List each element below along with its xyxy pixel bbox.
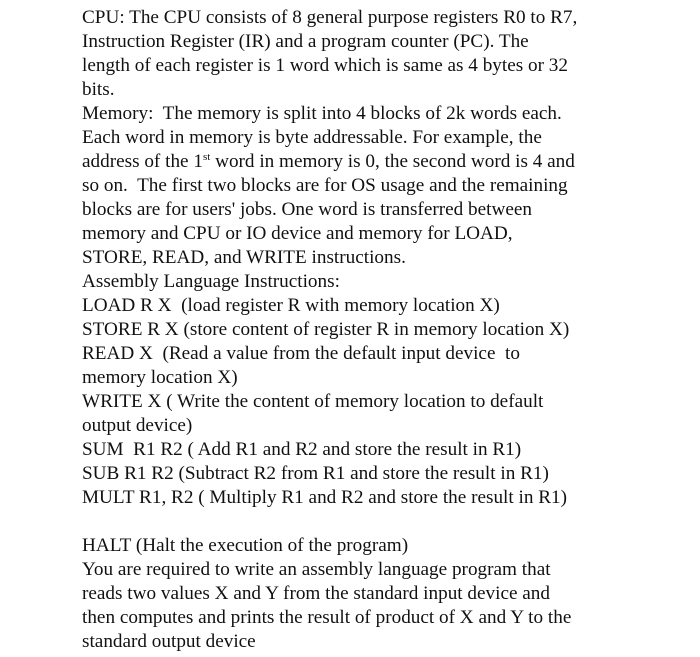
- text-line: CPU: The CPU consists of 8 general purpose registers R0 to R7,: [82, 7, 578, 28]
- ordinal-superscript: st: [202, 151, 211, 163]
- text-fragment: address of the 1: [82, 151, 203, 172]
- instruction-sum: SUM R1 R2 ( Add R1 and R2 and store the result in R1): [82, 439, 522, 460]
- memory-paragraph: [82, 102, 692, 270]
- text-line: STORE, READ, and WRITE instructions.: [82, 247, 406, 268]
- text-line: bits.: [82, 79, 115, 100]
- instruction-halt: HALT (Halt the execution of the program): [82, 535, 409, 556]
- task-paragraph: [82, 558, 692, 654]
- text-line: Each word in memory is byte addressable. For example, the: [82, 127, 542, 148]
- instructions-section: [82, 270, 692, 558]
- instruction-read: READ X (Read a value from the default input device to: [82, 343, 520, 364]
- text-line: so on. The first two blocks are for OS usage and the remaining: [82, 175, 568, 196]
- text-line: then computes and prints the result of product of X and Y to the: [82, 607, 572, 628]
- text-line: Memory: The memory is split into 4 blocks of 2k words each.: [82, 103, 562, 124]
- instruction-mult: MULT R1, R2 ( Multiply R1 and R2 and store the result in R1): [82, 487, 568, 508]
- text-line: Instruction Register (IR) and a program counter (PC). The: [82, 31, 529, 52]
- text-line: standard output device: [82, 631, 256, 652]
- instruction-load: LOAD R X (load register R with memory location X): [82, 295, 500, 316]
- text-line: length of each register is 1 word which is same as 4 bytes or 32: [82, 55, 568, 76]
- text-line: [82, 150, 692, 174]
- instruction-store: STORE R X (store content of register R in memory location X): [82, 319, 570, 340]
- document-body: [82, 6, 692, 654]
- instruction-sub: SUB R1 R2 (Subtract R2 from R1 and store the result in R1): [82, 463, 549, 484]
- text-fragment: word in memory is 0, the second word is 4 and: [210, 151, 575, 172]
- instructions-heading: Assembly Language Instructions:: [82, 271, 340, 292]
- cpu-paragraph: [82, 6, 692, 102]
- instruction-read-cont: memory location X): [82, 367, 238, 388]
- text-line: reads two values X and Y from the standard input device and: [82, 583, 550, 604]
- text-line: blocks are for users' jobs. One word is transferred between: [82, 199, 532, 220]
- text-line: You are required to write an assembly language program that: [82, 559, 551, 580]
- text-line: memory and CPU or IO device and memory for LOAD,: [82, 223, 513, 244]
- instruction-write-cont: output device): [82, 415, 193, 436]
- instruction-write: WRITE X ( Write the content of memory location to default: [82, 391, 544, 412]
- blank-line: [82, 510, 692, 534]
